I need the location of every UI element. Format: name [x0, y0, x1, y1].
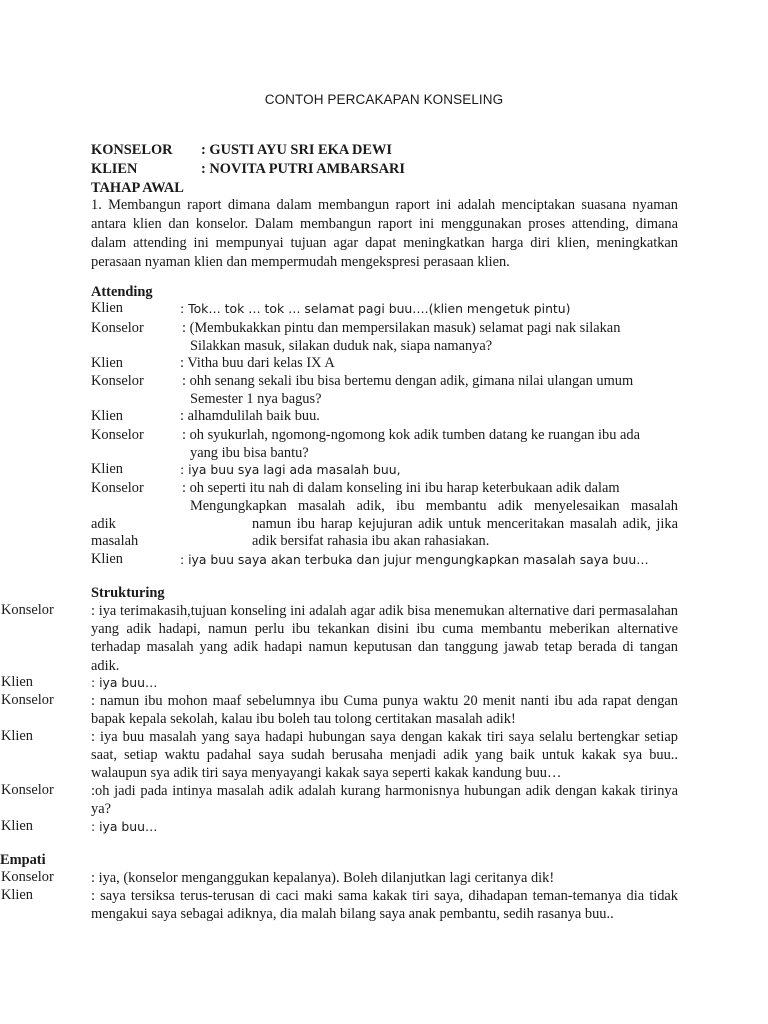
utterance-line: adik bersifat rahasia ibu akan rahasiakan. [252, 533, 490, 549]
section-heading-attending: Attending [91, 284, 153, 300]
document-title: CONTOH PERCAKAPAN KONSELING [264, 92, 504, 107]
speaker-label: Konselor [1, 692, 54, 708]
speaker-label: Klien [91, 408, 123, 424]
speaker-label: Konselor [91, 480, 144, 496]
participants-header [91, 141, 405, 198]
speaker-label: Konselor [91, 373, 144, 389]
utterance-text: :oh jadi pada intinya masalah adik adalah kurang harmonisnya hubungan adik dengan kakak tirinya ya? [91, 783, 678, 818]
speaker-label: Klien [91, 551, 123, 567]
speaker-label: Klien [91, 300, 123, 316]
utterance-line: : iya buu saya akan terbuka dan jujur mengungkapkan masalah saya buu… [180, 552, 649, 567]
section-heading-strukturing: Strukturing [91, 585, 165, 601]
utterance-line: : ohh senang sekali ibu bisa bertemu dengan adik, gimana nilai ulangan umum [182, 373, 634, 389]
klien-row [91, 160, 405, 179]
speaker-label: Konselor [91, 320, 144, 336]
utterance-line: : alhamdulilah baik buu. [180, 408, 320, 424]
utterance-text: : saya tersiksa terus-terusan di caci maki sama kakak tiri saya, dihadapan teman-temanya dia tidak mengakui saya sebagai adiknya, dia malah bilang saya anak pembantu, sedih rasanya buu.. [91, 888, 678, 923]
speaker-label: Konselor [1, 602, 54, 618]
speaker-label: Klien [91, 355, 123, 371]
utterance-line: : iya buu sya lagi ada masalah buu, [180, 462, 401, 477]
speaker-label: adik [91, 516, 116, 532]
utterance-text: : iya buu masalah yang saya hadapi hubungan saya dengan kakak tiri saya selalu bertengkar setiap saat, setiap waktu padahal saya sudah berusaha menjadi adik yang baik untuk kakak sya buu.. walaupun sya adik tiri saya menyayangi kakak saya seperti kakak kandung buu… [91, 729, 678, 782]
speaker-label: Klien [1, 818, 33, 834]
speaker-label: Konselor [1, 869, 54, 885]
stage-label: TAHAP AWAL [91, 180, 184, 196]
utterance-text: : iya buu… [91, 675, 158, 690]
utterance-line: Semester 1 nya bagus? [190, 390, 322, 407]
utterance-line: : Tok… tok … tok … selamat pagi buu….(klien mengetuk pintu) [180, 301, 571, 316]
konselor-key: KONSELOR [91, 142, 173, 158]
konselor-name: : GUSTI AYU SRI EKA DEWI [201, 142, 392, 158]
utterance-line: Mengungkapkan masalah adik, ibu membantu adik menyelesaikan masalah [190, 497, 678, 514]
utterance-line: : oh syukurlah, ngomong-ngomong kok adik tumben datang ke ruangan ibu ada [182, 427, 641, 443]
speaker-label: Klien [1, 674, 33, 690]
utterance-line: : Vitha buu dari kelas IX A [180, 355, 335, 371]
utterance-text: : iya, (konselor menganggukan kepalanya). Boleh dilanjutkan lagi ceritanya dik! [91, 870, 555, 886]
speaker-label: Klien [91, 461, 123, 477]
utterance-line: : oh seperti itu nah di dalam konseling ini ibu harap keterbukaan adik dalam [182, 480, 620, 496]
utterance-line: : (Membukakkan pintu dan mempersilakan masuk) selamat pagi nak silakan [182, 320, 621, 336]
utterance-text: : iya buu… [91, 819, 158, 834]
speaker-label: Konselor [91, 427, 144, 443]
speaker-label: Klien [1, 887, 33, 903]
utterance-text: : namun ibu mohon maaf sebelumnya ibu Cuma punya waktu 20 menit nanti ibu ada rapat dengan bapak kepala sekolah, kalau ibu boleh tau tolong certitakan masalah adik! [91, 693, 678, 728]
utterance-text: : iya terimakasih,tujuan konseling ini adalah agar adik bisa menemukan alternative dari permasalahan yang adik hadapi, namun perlu ibu tekankan disini ibu cuma membantu meberikan alternative terhadap masalah yang adik hadapi namun keputusan dan tanggung jawab tetap berada di tangan adik. [91, 603, 678, 674]
konselor-row [91, 141, 405, 160]
speaker-label: Konselor [1, 782, 54, 798]
utterance-line: namun ibu harap kejujuran adik untuk menceritakan masalah adik, jika [252, 516, 678, 532]
klien-name: : NOVITA PUTRI AMBARSARI [201, 161, 406, 177]
speaker-label: masalah [91, 533, 139, 549]
klien-key: KLIEN [91, 161, 138, 177]
utterance-line: yang ibu bisa bantu? [190, 444, 309, 461]
utterance-line: Silakkan masuk, silakan duduk nak, siapa namanya? [190, 337, 493, 354]
speaker-label: Klien [1, 728, 33, 744]
intro-paragraph: 1. Membangun raport dimana dalam membangun raport ini adalah menciptakan suasana nyaman antara klien dan konselor. Dalam membangun raport ini menggunakan proses attending, dimana dalam attending ini mempunyai tujuan agar dapat meningkatkan harga diri klien, meningkatkan perasaan nyaman klien dan mempermudah mengekspresi perasaan klien. [91, 197, 678, 270]
section-heading-empati: Empati [0, 852, 46, 868]
